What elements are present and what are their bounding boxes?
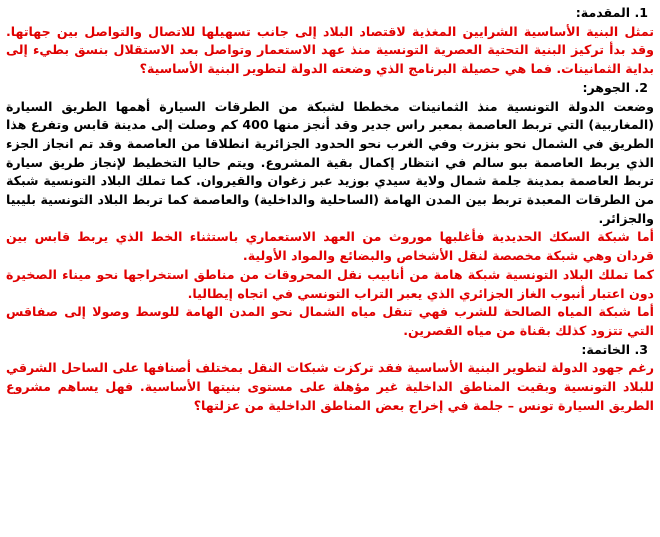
body-paragraph-roads: وضعت الدولة التونسية منذ الثمانينات مخططا لشبكة من الطرقات السيارة أهمها الطريق السيارة (المغاربية) التي تربط العاصمة بمعبر راس جدير وقد أنجز منها 400 كم وصلت إلى مدينة قابس وتفرع هذا الطريق في الشمال نحو بنزرت وفي الغرب نحو الحدود الجزائرية انطلاقا من العاصمة وقد تم انجاز الجزء الذي يربط العاصمة ببو سالم في انتظار إكمال بقية المشروع. ويتم حاليا التخطيط لإنجاز طريق سيارة تربط العاصمة بمدينة جلمة شمال ولاية سيدي بوزيد عبر زغوان والقيروان. كما تملك البلاد التونسية شبكة من الطرقات المعبدة تربط بين المدن الهامة (الساحلية والداخلية) والعاصمة كما تربط البلاد التونسية بليبيا والجزائر. — [6, 98, 654, 226]
body-paragraph-railways: أما شبكة السكك الحديدية فأغلبها موروث من العهد الاستعماري باستثناء الخط الذي يربط قابس بين قردان وهي شبكة مخصصة لنقل الأشخاص والبضائع والمواد الأولية. — [6, 229, 654, 264]
body-paragraph-water: أما شبكة المياه الصالحة للشرب فهي تنقل مياه الشمال نحو المدن الهامة للوسط وصولا إلى صفاقس التي تتزود كذلك بقناة من مياه القصرين. — [6, 304, 654, 338]
introduction-paragraph: تمثل البنية الأساسية الشرايين المغذية لاقتصاد البلاد إلى جانب تسهيلها للاتصال والتواصل بين جهاتها. وقد بدأ تركيز البنية التحتية العصرية التونسية منذ عهد الاستعمار وتواصل بعد الاستقلال بنسق بطيء إلى بداية الثمانينات. فما هي حصيلة البرنامج الذي وضعته الدولة لتطوير البنية الأساسية؟ — [6, 23, 654, 77]
section-heading-body: 2. الجوهر: — [582, 79, 648, 95]
section-heading-introduction: 1. المقدمة: — [575, 5, 648, 20]
section-heading-conclusion: 3. الخاتمة: — [581, 341, 648, 357]
section-body — [6, 79, 654, 341]
body-paragraph-pipelines: كما تملك البلاد التونسية شبكة هامة من أنابيب نقل المحروقات من مناطق استخراجها نحو ميناء الصخيرة دون اعتبار أنبوب الغاز الجزائري الذي يعبر التراب التونسي في اتجاه إيطاليا. — [6, 266, 654, 301]
conclusion-paragraph: رغم جهود الدولة لتطوير البنية الأساسية فقد تركزت شبكات النقل بمختلف أصنافها على الساحل الشرقي للبلاد التونسية وبقيت المناطق الداخلية غير مؤهلة على مستوى بنيتها الأساسية. فهل يساهم مشروع الطريق السيارة تونس – جلمة في إخراج بعض المناطق الداخلية من عزلتها؟ — [6, 360, 654, 413]
section-introduction — [6, 4, 654, 79]
section-conclusion — [6, 341, 654, 416]
